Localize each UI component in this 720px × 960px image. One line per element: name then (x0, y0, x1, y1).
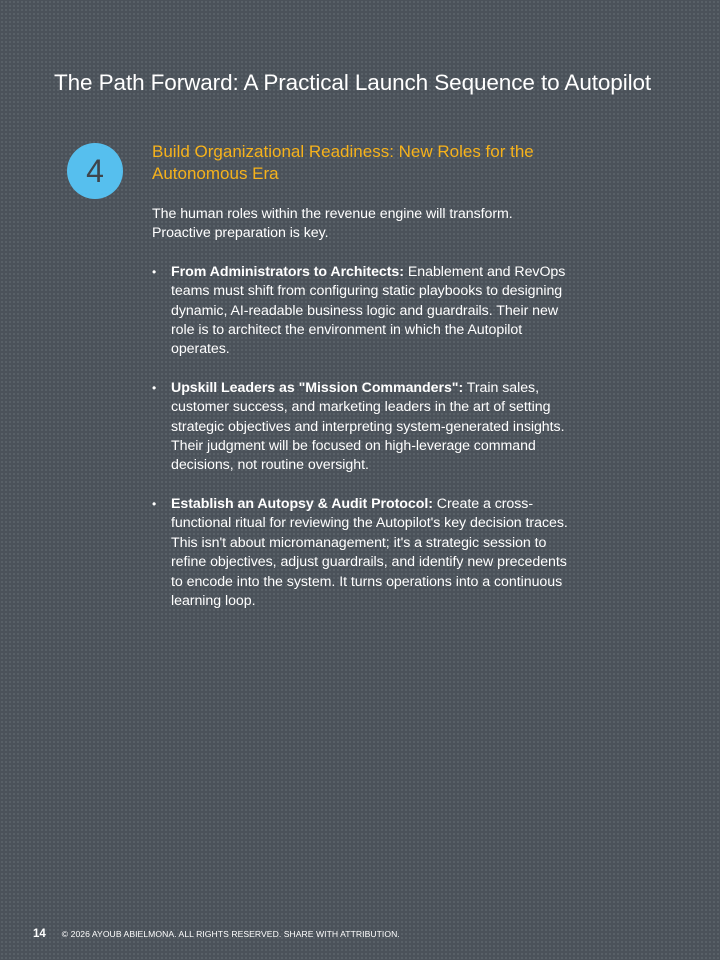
bullet-icon: • (152, 264, 157, 279)
bullet-lead: Establish an Autopsy & Audit Protocol: (171, 495, 433, 512)
section-content (152, 205, 572, 630)
intro-paragraph: The human roles within the revenue engine will transform. Proactive preparation is key. (152, 206, 513, 242)
bullet-item-mission-commanders (152, 379, 572, 476)
page-number: 14 (33, 928, 46, 940)
bullet-icon: • (152, 380, 157, 395)
bullet-icon: • (152, 496, 157, 511)
copyright-notice: © 2026 AYOUB ABIELMONA. ALL RIGHTS RESERVED. SHARE WITH ATTRIBUTION. (61, 929, 400, 939)
step-number: 4 (86, 153, 104, 189)
step-number-badge (67, 143, 123, 199)
bullet-list (152, 263, 572, 612)
bullet-item-audit-protocol (152, 495, 572, 611)
page-footer (33, 928, 400, 940)
bullet-text: Create a cross-functional ritual for reviewing the Autopilot's key decision traces. This isn't about micromanagement; it's a strategic session to refine objectives, adjust guardrails, and identify new precedents to encode into the system. It turns operations into a continuous learning loop. (171, 495, 568, 609)
bullet-text: Enablement and RevOps teams must shift from configuring static playbooks to designing dynamic, AI-readable business logic and guardrails. Their new role is to architect the environment in which the Autopilot operates. (171, 263, 566, 358)
bullet-lead: From Administrators to Architects: (171, 263, 404, 280)
section-heading: Build Organizational Readiness: New Roles for the Autonomous Era (152, 142, 534, 183)
bullet-lead: Upskill Leaders as "Mission Commanders": (171, 379, 464, 396)
bullet-text: Train sales, customer success, and marketing leaders in the art of setting strategic objectives and interpreting system-generated insights. Their judgment will be focused on high-leverage command decisions, not routine oversight. (171, 379, 565, 474)
bullet-item-architects (152, 263, 572, 360)
page-title: The Path Forward: A Practical Launch Sequence to Autopilot (54, 70, 652, 95)
